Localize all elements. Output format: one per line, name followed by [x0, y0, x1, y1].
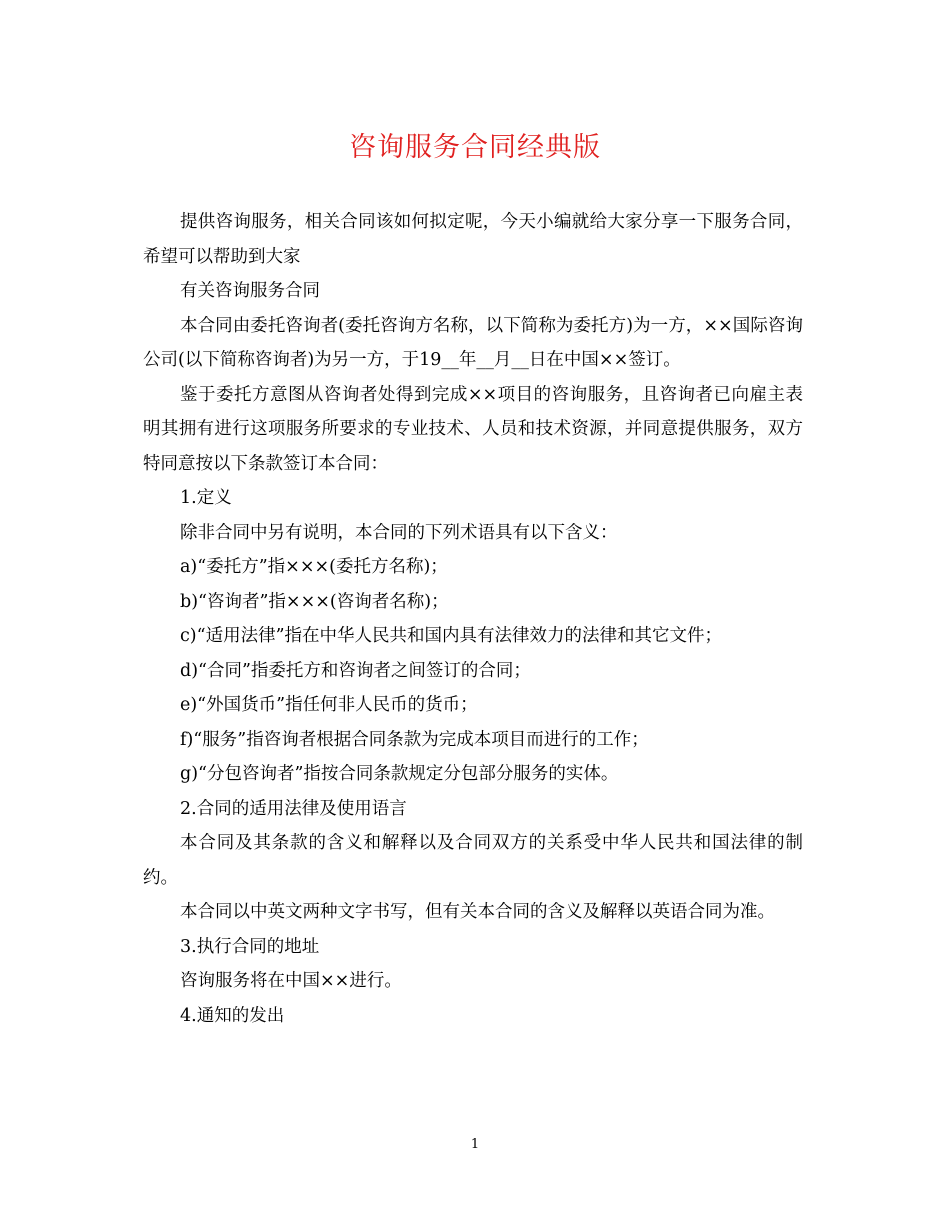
- definition-item: f)“服务”指咨询者根据合同条款为完成本项目而进行的工作；: [180, 729, 649, 750]
- paragraph: 除非合同中另有说明，本合同的下列术语具有以下含义：: [180, 522, 618, 543]
- definition-item: d)“合同”指委托方和咨询者之间签订的合同；: [180, 660, 531, 681]
- definition-item: e)“外国货币”指任何非人民币的货币；: [180, 695, 478, 715]
- definition-item: c)“适用法律”指在中华人民共和国内具有法律效力的法律和其它文件；: [180, 626, 723, 646]
- paragraph: 本合同由委托咨询者(委托咨询方名称，以下简称为委托方)为一方，××国际咨询公司(以下简称咨询者)为另一方，于19__年__月__日在中国××签订。: [143, 315, 803, 370]
- paragraph: 本合同及其条款的含义和解释以及合同双方的关系受中华人民共和国法律的制约。: [143, 833, 803, 888]
- paragraph: 鉴于委托方意图从咨询者处得到完成××项目的咨询服务，且咨询者已向雇主表明其拥有进行这项服务所要求的专业技术、人员和技术资源，并同意提供服务，双方特同意按以下条款签订本合同：: [143, 384, 803, 474]
- document-title: 咨询服务合同经典版: [349, 132, 601, 163]
- section-heading: 3.执行合同的地址: [180, 936, 320, 957]
- definition-item: a)“委托方”指×××(委托方名称)；: [180, 557, 448, 577]
- paragraph: 提供咨询服务，相关合同该如何拟定呢，今天小编就给大家分享一下服务合同，希望可以帮助到大家: [143, 212, 803, 267]
- section-heading: 2.合同的适用法律及使用语言: [180, 798, 407, 819]
- section-heading: 4.通知的发出: [180, 1005, 285, 1026]
- definition-item: g)“分包咨询者”指按合同条款规定分包部分服务的实体。: [180, 764, 619, 784]
- section-heading: 1.定义: [180, 488, 232, 508]
- paragraph: 本合同以中英文两种文字书写，但有关本合同的含义及解释以英语合同为准。: [180, 902, 775, 922]
- paragraph: 有关咨询服务合同: [180, 281, 320, 301]
- paragraph: 咨询服务将在中国××进行。: [180, 971, 402, 991]
- page-number: 1: [470, 1137, 480, 1152]
- definition-item: b)“咨询者”指×××(咨询者名称)；: [180, 591, 449, 612]
- document-body: [143, 205, 803, 1033]
